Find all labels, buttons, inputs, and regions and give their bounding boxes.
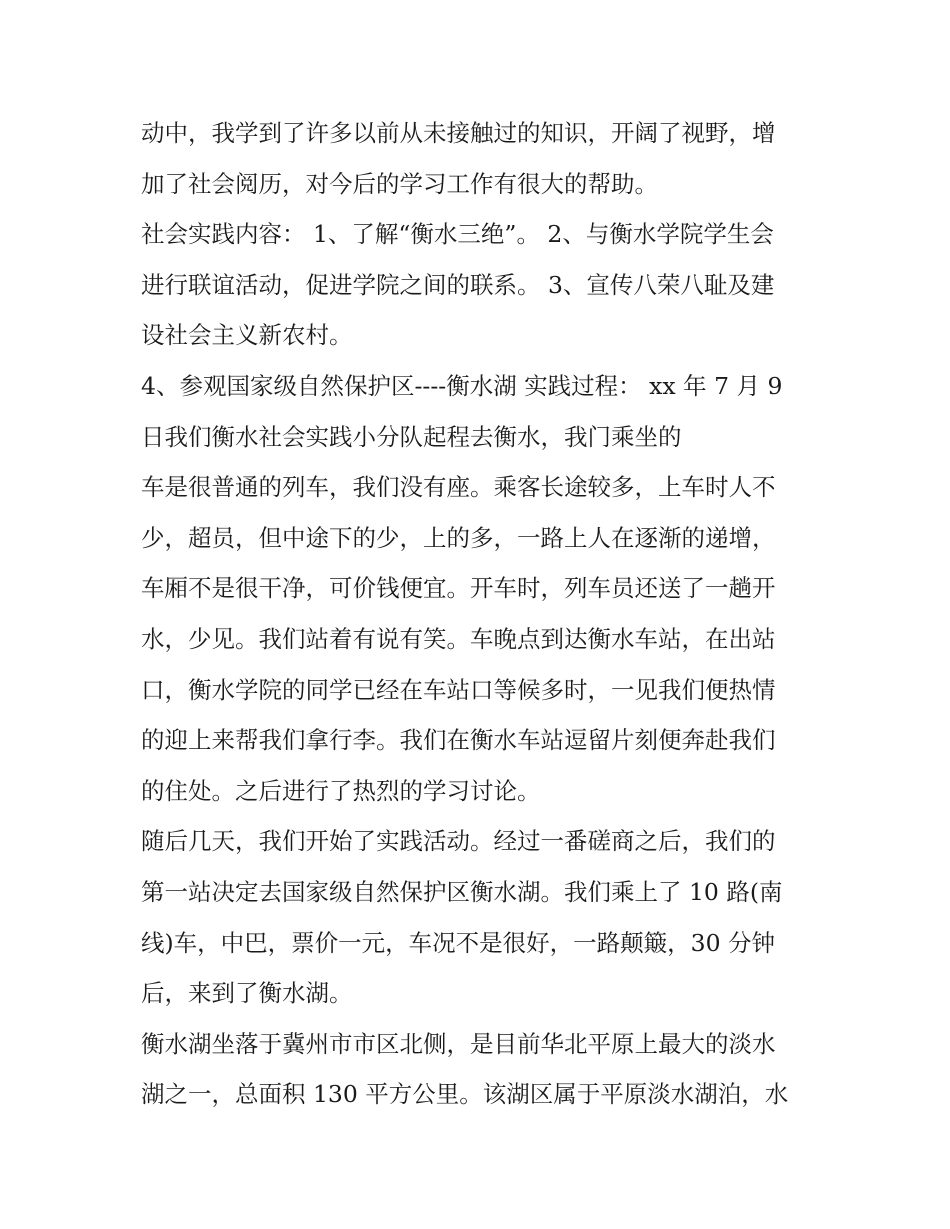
text-line: 衡水湖坐落于冀州市市区北侧，是目前华北平原上最大的淡水	[141, 1029, 776, 1058]
text-line: 设社会主义新农村。	[141, 321, 353, 350]
text-line: 社会实践内容： 1、了解“衡水三绝”。 2、与衡水学院学生会	[141, 220, 774, 249]
text-line: 车是很普通的列车，我们没有座。乘客长途较多，上车时人不	[141, 473, 776, 502]
text-line: 水，少见。我们站着有说有笑。车晚点到达衡水车站，在出站	[141, 624, 776, 653]
text-line: 的住处。之后进行了热烈的学习讨论。	[141, 776, 541, 805]
text-line: 随后几天，我们开始了实践活动。经过一番磋商之后，我们的	[141, 827, 776, 856]
text-line: 口，衡水学院的同学已经在车站口等候多时，一见我们便热情	[141, 675, 776, 704]
text-line: 的迎上来帮我们拿行李。我们在衡水车站逗留片刻便奔赴我们	[141, 726, 776, 755]
text-line: 少，超员，但中途下的少，上的多，一路上人在逐渐的递增，	[141, 523, 776, 552]
text-line: 4、参观国家级自然保护区----衡水湖 实践过程： xx 年 7 月 9	[141, 371, 783, 400]
text-line: 进行联谊活动，促进学院之间的联系。 3、宣传八荣八耻及建	[141, 270, 775, 299]
text-line: 后，来到了衡水湖。	[141, 979, 353, 1008]
text-line: 加了社会阅历，对今后的学习工作有很大的帮助。	[141, 169, 658, 198]
text-line: 第一站决定去国家级自然保护区衡水湖。我们乘上了 10 路(南	[141, 877, 783, 906]
text-line: 湖之一，总面积 130 平方公里。该湖区属于平原淡水湖泊，水	[141, 1080, 789, 1109]
text-line: 车厢不是很干净，可价钱便宜。开车时，列车员还送了一趟开	[141, 574, 776, 603]
text-line: 线)车，中巴，票价一元，车况不是很好，一路颠簸，30 分钟	[141, 928, 776, 957]
text-line: 动中，我学到了许多以前从未接触过的知识，开阔了视野，增	[141, 119, 776, 147]
body-text	[141, 108, 821, 1120]
text-line: 日我们衡水社会实践小分队起程去衡水，我门乘坐的	[141, 422, 682, 451]
